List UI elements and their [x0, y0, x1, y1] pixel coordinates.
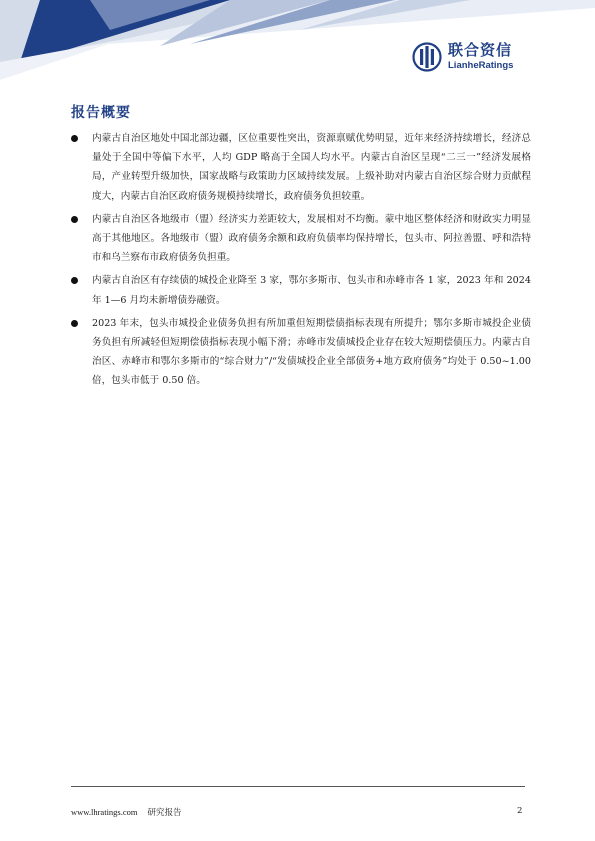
bullet-icon — [71, 320, 78, 327]
bullet-icon — [71, 135, 78, 142]
list-item — [71, 314, 531, 391]
bullet-icon — [71, 277, 78, 284]
summary-list — [71, 129, 531, 395]
list-item-text: 内蒙古自治区各地级市（盟）经济实力差距较大，发展相对不均衡。蒙中地区整体经济和财政实力明显高于其他地区。各地级市（盟）政府债务余额和政府负债率均保持增长，包头市、阿拉善盟、呼和浩特市和乌兰察布市政府债务负担重。 — [92, 213, 531, 264]
footer-doc-type: 研究报告 — [147, 807, 182, 817]
list-item-text: 2023 年末，包头市城投企业债务负担有所加重但短期偿债指标表现有所提升；鄂尔多斯市城投企业债务负担有所减轻但短期偿债指标表现小幅下滑；赤峰市发债城投企业存在较大短期偿债压力。内蒙古自治区、赤峰市和鄂尔多斯市的“综合财力”/“发债城投企业全部债务+地方政府债务”均处于 0.50~1.00 倍，包头市低于 0.50 倍。 — [92, 317, 531, 387]
list-item — [71, 210, 531, 268]
list-item — [71, 129, 531, 206]
brand-logo — [412, 42, 513, 72]
section-title: 报告概要 — [71, 105, 131, 121]
footer-divider — [71, 786, 525, 787]
page-number: 2 — [517, 806, 523, 816]
brand-name-cn: 联合资信 — [448, 41, 513, 60]
list-item-text: 内蒙古自治区地处中国北部边疆，区位重要性突出，资源禀赋优势明显，近年来经济持续增长，经济总量处于全国中等偏下水平，人均 GDP 略高于全国人均水平。内蒙古自治区呈现“二三一”经济发展格局，产业转型升级加快，国家战略与政策助力区域持续发展。上级补助对内蒙古自治区综合财力贡献程度大，内蒙古自治区政府债务规模持续增长，政府债务负担较重。 — [92, 133, 531, 202]
lianhe-logo-icon — [412, 42, 442, 72]
bullet-icon — [71, 216, 78, 223]
list-item — [71, 271, 531, 309]
footer-website: www.lhratings.com — [71, 807, 138, 817]
footer-info — [71, 806, 182, 818]
list-item-text: 内蒙古自治区有存续债的城投企业降至 3 家，鄂尔多斯市、包头市和赤峰市各 1 家，2023 年和 2024 年 1—6 月均未新增债券融资。 — [92, 275, 531, 306]
brand-name-en: LianheRatings — [448, 60, 514, 72]
